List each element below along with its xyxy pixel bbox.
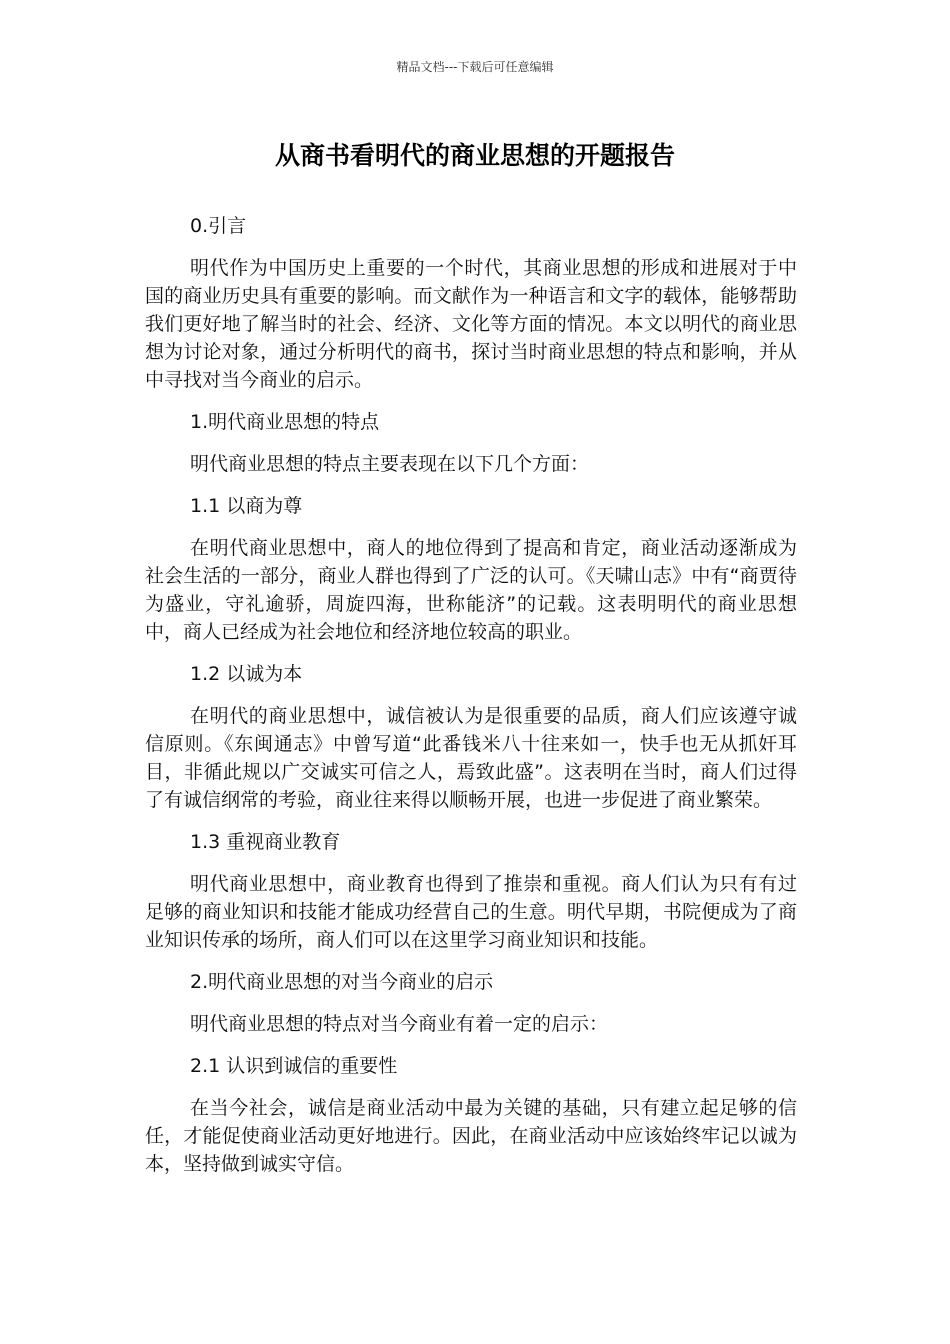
document-body <box>145 212 797 1192</box>
paragraph-1-1: 在明代商业思想中，商人的地位得到了提高和肯定，商业活动逐渐成为社会生活的一部分，商业人群也得到了广泛的认可。《天啸山志》中有“商贾待为盛业，守礼逾骄，周旋四海，世称能济”的记载。这表明明代的商业思想中，商人已经成为社会地位和经济地位较高的职业。 <box>145 537 797 643</box>
paragraph-2-1: 在当今社会，诚信是商业活动中最为关键的基础，只有建立起足够的信任，才能促使商业活动更好地进行。因此，在商业活动中应该始终牢记以诚为本，坚持做到诚实守信。 <box>145 1097 797 1175</box>
section-heading-intro: 0.引言 <box>190 215 247 237</box>
subsection-heading-1-2: 1.2 以诚为本 <box>190 663 303 685</box>
section-heading-2: 2.明代商业思想的对当今商业的启示 <box>190 971 494 993</box>
section-heading-1: 1.明代商业思想的特点 <box>190 411 380 433</box>
paragraph-intro: 明代作为中国历史上重要的一个时代，其商业思想的形成和进展对于中国的商业历史具有重要的影响。而文献作为一种语言和文字的载体，能够帮助我们更好地了解当时的社会、经济、文化等方面的情况。本文以明代的商业思想为讨论对象，通过分析明代的商书，探讨当时商业思想的特点和影响，并从中寻找对当今商业的启示。 <box>145 257 797 391</box>
subsection-heading-2-1: 2.1 认识到诚信的重要性 <box>190 1055 398 1077</box>
subsection-heading-1-3: 1.3 重视商业教育 <box>190 831 341 853</box>
document-title: 从商书看明代的商业思想的开题报告 <box>274 141 675 170</box>
header-note: 精品文档---下载后可任意编辑 <box>396 60 554 74</box>
lead-sentence-1: 明代商业思想的特点主要表现在以下几个方面： <box>190 453 590 475</box>
paragraph-1-2: 在明代的商业思想中，诚信被认为是很重要的品质，商人们应该遵守诚信原则。《东闽通志》中曾写道“此番钱米八十往来如一，快手也无从抓奸耳目，非循此规以广交诚实可信之人，焉致此盛”。这表明在当时，商人们过得了有诚信纲常的考验，商业往来得以顺畅开展，也进一步促进了商业繁荣。 <box>145 705 797 811</box>
paragraph-1-3: 明代商业思想中，商业教育也得到了推崇和重视。商人们认为只有有过足够的商业知识和技能才能成功经营自己的生意。明代早期，书院便成为了商业知识传承的场所，商人们可以在这里学习商业知识和技能。 <box>145 873 797 951</box>
subsection-heading-1-1: 1.1 以商为尊 <box>190 495 303 517</box>
lead-sentence-2: 明代商业思想的特点对当今商业有着一定的启示： <box>190 1013 609 1035</box>
